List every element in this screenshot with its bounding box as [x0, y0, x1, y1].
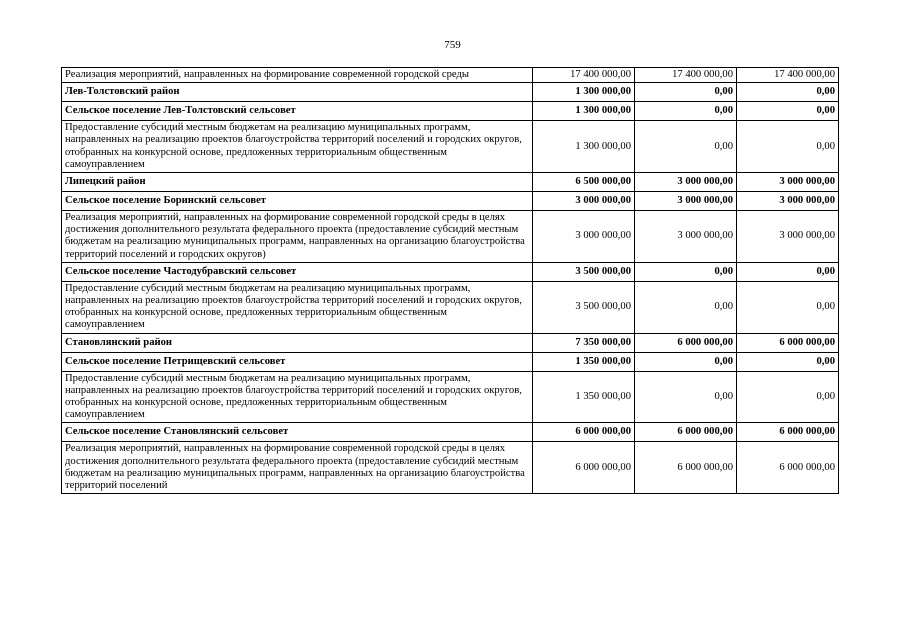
value-year1-cell: 1 300 000,00	[533, 102, 635, 121]
value-year3-cell: 6 000 000,00	[737, 423, 839, 442]
table-row-total	[62, 192, 839, 211]
value-year2-cell: 0,00	[635, 121, 737, 173]
value-year1-cell: 6 000 000,00	[533, 423, 635, 442]
table-row	[62, 371, 839, 423]
value-year1-cell: 1 350 000,00	[533, 352, 635, 371]
row-name-cell: Сельское поселение Становлянский сельсовет	[62, 423, 533, 442]
value-year1-cell: 3 000 000,00	[533, 192, 635, 211]
value-year2-cell: 6 000 000,00	[635, 442, 737, 494]
table-row	[62, 211, 839, 263]
value-year1-cell: 3 500 000,00	[533, 281, 635, 333]
value-year3-cell: 3 000 000,00	[737, 211, 839, 263]
row-name-cell: Становлянский район	[62, 333, 533, 352]
table-row-total	[62, 352, 839, 371]
table-row	[62, 442, 839, 494]
row-name-cell: Липецкий район	[62, 173, 533, 192]
row-name-cell: Реализация мероприятий, направленных на формирование современной городской среды	[62, 68, 533, 83]
row-name-cell: Предоставление субсидий местным бюджетам на реализацию муниципальных программ, направленных на реализацию проектов благоустройства территорий поселений и городских округов, отобранных на конкурсной основе, предложенных территориальным общественным самоуправлением	[62, 121, 533, 173]
value-year2-cell: 3 000 000,00	[635, 192, 737, 211]
value-year1-cell: 17 400 000,00	[533, 68, 635, 83]
value-year3-cell: 0,00	[737, 83, 839, 102]
value-year2-cell: 0,00	[635, 352, 737, 371]
table-body	[62, 68, 839, 494]
value-year3-cell: 6 000 000,00	[737, 333, 839, 352]
value-year2-cell: 0,00	[635, 83, 737, 102]
page-number: 759	[444, 39, 461, 51]
table-row-total	[62, 423, 839, 442]
value-year2-cell: 0,00	[635, 102, 737, 121]
value-year1-cell: 3 000 000,00	[533, 211, 635, 263]
value-year3-cell: 0,00	[737, 262, 839, 281]
row-name-cell: Сельское поселение Частодубравский сельсовет	[62, 262, 533, 281]
row-name-cell: Предоставление субсидий местным бюджетам на реализацию муниципальных программ, направленных на реализацию проектов благоустройства территорий поселений и городских округов, отобранных на конкурсной основе, предложенных территориальным общественным самоуправлением	[62, 281, 533, 333]
value-year1-cell: 3 500 000,00	[533, 262, 635, 281]
table-row	[62, 281, 839, 333]
row-name-cell: Сельское поселение Петрищевский сельсовет	[62, 352, 533, 371]
value-year2-cell: 17 400 000,00	[635, 68, 737, 83]
value-year3-cell: 3 000 000,00	[737, 192, 839, 211]
table-row-total	[62, 102, 839, 121]
value-year3-cell: 3 000 000,00	[737, 173, 839, 192]
table-row-total	[62, 83, 839, 102]
table-row-total	[62, 333, 839, 352]
value-year3-cell: 0,00	[737, 352, 839, 371]
value-year3-cell: 0,00	[737, 102, 839, 121]
value-year3-cell: 17 400 000,00	[737, 68, 839, 83]
table-row-total	[62, 173, 839, 192]
row-name-cell: Реализация мероприятий, направленных на формирование современной городской среды в целях достижения дополнительного результата федерального проекта (предоставление субсидий местным бюджетам на реализацию муниципальных программ, направленных на организацию благоустройства территорий поселений и городских округов)	[62, 211, 533, 263]
row-name-cell: Реализация мероприятий, направленных на формирование современной городской среды в целях достижения дополнительного результата федерального проекта (предоставление субсидий местным бюджетам на реализацию муниципальных программ, направленных на организацию благоустройства территорий поселений	[62, 442, 533, 494]
value-year1-cell: 1 350 000,00	[533, 371, 635, 423]
value-year2-cell: 3 000 000,00	[635, 211, 737, 263]
value-year1-cell: 1 300 000,00	[533, 121, 635, 173]
value-year1-cell: 1 300 000,00	[533, 83, 635, 102]
value-year1-cell: 7 350 000,00	[533, 333, 635, 352]
budget-table	[61, 67, 839, 494]
table-row-total	[62, 262, 839, 281]
row-name-cell: Сельское поселение Лев-Толстовский сельсовет	[62, 102, 533, 121]
value-year3-cell: 0,00	[737, 281, 839, 333]
value-year1-cell: 6 000 000,00	[533, 442, 635, 494]
table-row	[62, 121, 839, 173]
value-year2-cell: 0,00	[635, 371, 737, 423]
row-name-cell: Лев-Толстовский район	[62, 83, 533, 102]
row-name-cell: Сельское поселение Боринский сельсовет	[62, 192, 533, 211]
value-year2-cell: 0,00	[635, 262, 737, 281]
value-year2-cell: 0,00	[635, 281, 737, 333]
value-year1-cell: 6 500 000,00	[533, 173, 635, 192]
value-year3-cell: 6 000 000,00	[737, 442, 839, 494]
row-name-cell: Предоставление субсидий местным бюджетам на реализацию муниципальных программ, направленных на реализацию проектов благоустройства территорий поселений и городских округов, отобранных на конкурсной основе, предложенных территориальным общественным самоуправлением	[62, 371, 533, 423]
value-year3-cell: 0,00	[737, 371, 839, 423]
table-row	[62, 68, 839, 83]
value-year2-cell: 6 000 000,00	[635, 333, 737, 352]
value-year3-cell: 0,00	[737, 121, 839, 173]
value-year2-cell: 3 000 000,00	[635, 173, 737, 192]
value-year2-cell: 6 000 000,00	[635, 423, 737, 442]
